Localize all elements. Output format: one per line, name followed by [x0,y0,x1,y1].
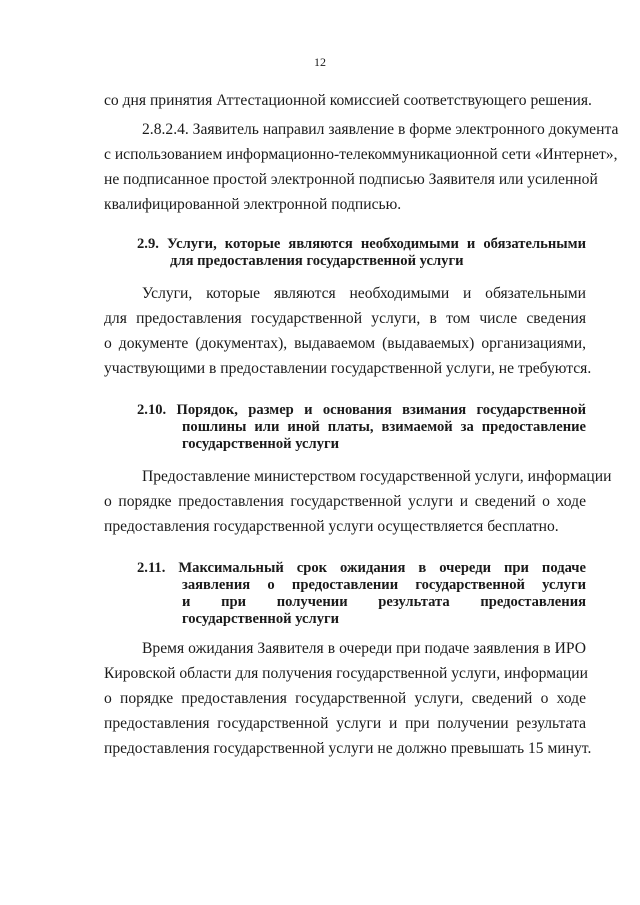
text-line: о порядке предоставления государственной услуги и сведений о ходе [104,493,586,510]
section-heading-2-9 [137,236,586,270]
page-number: 12 [314,55,326,69]
paragraph-continuation [104,88,592,113]
text-line: с использованием информационно-телекоммуникационной сети «Интернет», [104,146,618,163]
heading-line: для предоставления государственной услуги [170,253,464,269]
text-line: не подписанное простой электронной подписью Заявителя или усиленной [104,171,598,188]
heading-line: 2.9. Услуги, которые являются необходимыми и обязательными [137,236,586,252]
text-line: Кировской области для получения государственной услуги, информации [104,665,588,682]
text-line: для предоставления государственной услуги, в том числе сведения [104,310,586,327]
heading-line: 2.10. Порядок, размер и основания взимания государственной [137,402,586,418]
text-line: предоставления государственной услуги осуществляется бесплатно. [104,518,559,535]
paragraph-2-8-2-4 [104,117,619,217]
heading-line: 2.11. Максимальный срок ожидания в очереди при подаче [137,560,586,576]
text-line: предоставления государственной услуги и при получении результата [104,715,586,732]
heading-line: государственной услуги [182,436,340,452]
text-line: со дня принятия Аттестационной комиссией соответствующего решения. [104,92,592,109]
text-line: участвующими в предоставлении государственной услуги, не требуются. [104,360,592,377]
text-line: предоставления государственной услуги не должно превышать 15 минут. [104,740,592,757]
paragraph-2-11 [104,636,592,761]
paragraph-2-9 [104,281,592,381]
text-line: квалифицированной электронной подписью. [104,196,402,213]
text-line: Время ожидания Заявителя в очереди при подаче заявления в ИРО [142,640,586,657]
text-line: о документе (документах), выдаваемом (выдаваемых) организациями, [104,335,586,352]
heading-line: заявления о предоставлении государственной услуги [182,577,586,593]
heading-line: пошлины или иной платы, взимаемой за предоставление [182,419,586,435]
section-heading-2-11 [137,560,586,628]
text-line: Предоставление министерством государственной услуги, информации [142,468,612,485]
paragraph-2-10 [104,464,612,539]
text-line: Услуги, которые являются необходимыми и обязательными [142,285,586,302]
text-line: 2.8.2.4. Заявитель направил заявление в форме электронного документа [142,121,619,138]
heading-line: государственной услуги [182,611,340,627]
heading-line: и при получении результата предоставления [182,594,586,610]
section-heading-2-10 [137,402,586,453]
text-line: о порядке предоставления государственной услуги, сведений о ходе [104,690,586,707]
